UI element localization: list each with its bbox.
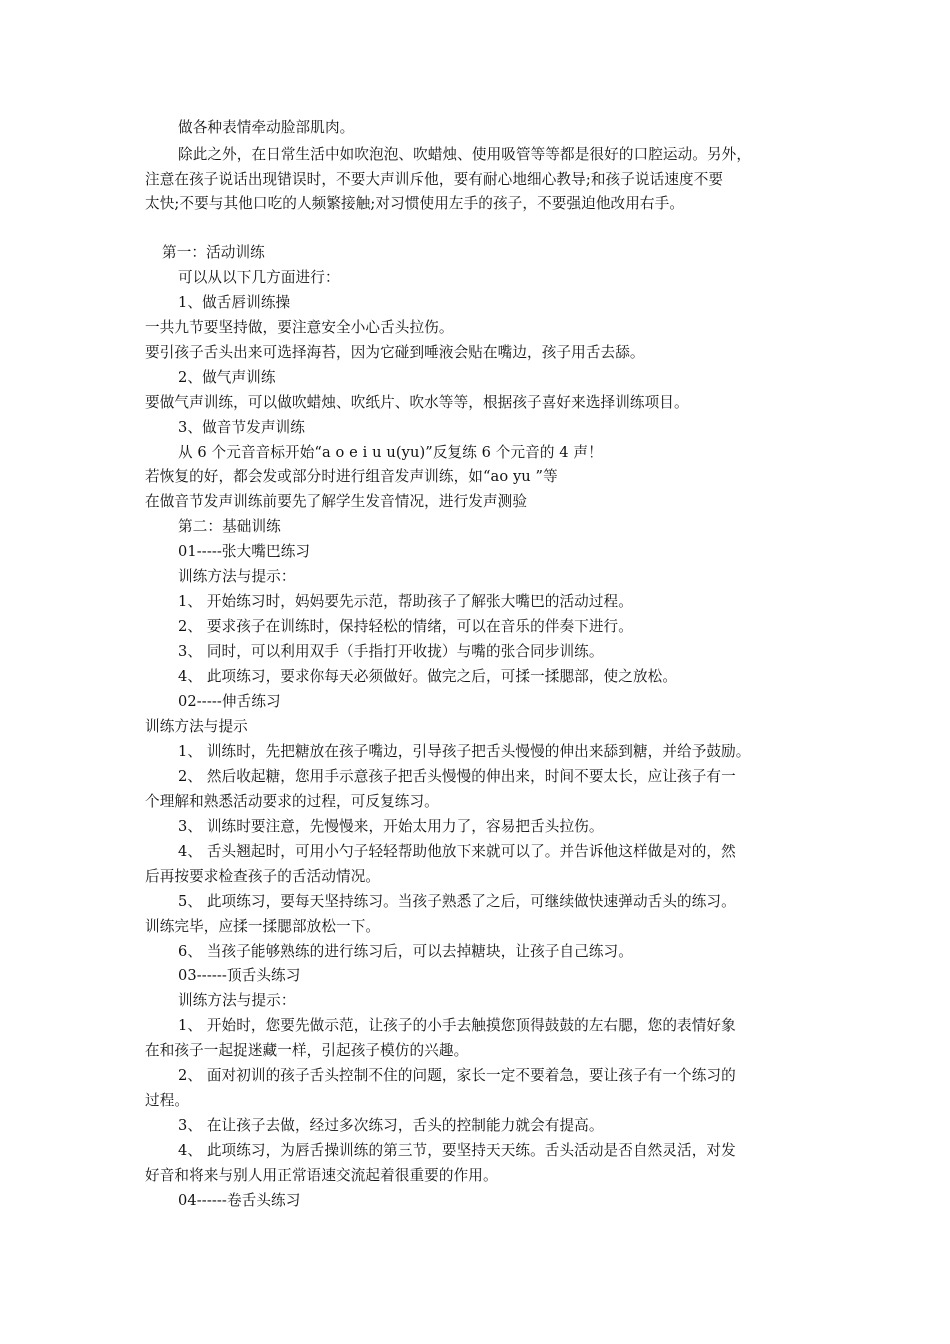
list-item: 3、 同时，可以利用双手（手指打开收拢）与嘴的张合同步训练。	[178, 643, 604, 660]
text-line: 个理解和熟悉活动要求的过程，可反复练习。	[145, 793, 439, 810]
text-line: 在做音节发声训练前要先了解学生发音情况，进行发声测验	[145, 493, 528, 510]
list-item: 1、 开始时，您要先做示范，让孩子的小手去触摸您顶得鼓鼓的左右腮，您的表情好象	[178, 1017, 736, 1034]
text-line: 做各种表情牵动脸部肌肉。	[178, 119, 355, 136]
list-item: 4、 此项练习，为唇舌操训练的第三节，要坚持天天练。舌头活动是否自然灵活，对发	[178, 1142, 736, 1159]
list-item: 4、 舌头翘起时，可用小勺子轻轻帮助他放下来就可以了。并告诉他这样做是对的，然	[178, 843, 736, 860]
list-item: 3、 在让孩子去做，经过多次练习，舌头的控制能力就会有提高。	[178, 1117, 604, 1134]
text-line: 要做气声训练，可以做吹蜡烛、吹纸片、吹水等等，根据孩子喜好来选择训练项目。	[145, 394, 689, 411]
list-item: 2、 然后收起糖，您用手示意孩子把舌头慢慢的伸出来，时间不要太长，应让孩子有一	[178, 768, 736, 785]
subheading: 01-----张大嘴巴练习	[178, 543, 311, 560]
subheading: 2、做气声训练	[178, 369, 276, 386]
subheading: 03------顶舌头练习	[178, 967, 301, 984]
subheading: 04------卷舌头练习	[178, 1192, 301, 1209]
list-item: 3、 训练时要注意，先慢慢来，开始太用力了，容易把舌头拉伤。	[178, 818, 604, 835]
subheading: 02-----伸舌练习	[178, 693, 281, 710]
text-line: 后再按要求检查孩子的舌活动情况。	[145, 868, 381, 885]
text-line: 注意在孩子说话出现错误时，不要大声训斥他，要有耐心地细心教导;和孩子说话速度不要	[145, 171, 724, 188]
text-line: 从 6 个元音音标开始“a o e i u u(yu)”反复练 6 个元音的 4 声！	[178, 444, 603, 461]
text-line: 除此之外，在日常生活中如吹泡泡、吹蜡烛、使用吸管等等都是很好的口腔运动。另外，	[178, 146, 752, 163]
section-heading: 第一：活动训练	[162, 244, 265, 261]
text-line: 训练方法与提示	[145, 718, 248, 735]
subheading: 1、做舌唇训练操	[178, 294, 291, 311]
list-item: 5、 此项练习，要每天坚持练习。当孩子熟悉了之后，可继续做快速弹动舌头的练习。	[178, 893, 736, 910]
text-line: 可以从以下几方面进行：	[178, 269, 340, 286]
list-item: 2、 面对初训的孩子舌头控制不住的问题，家长一定不要着急，要让孩子有一个练习的	[178, 1067, 736, 1084]
text-line: 过程。	[145, 1092, 190, 1109]
subheading: 3、做音节发声训练	[178, 419, 305, 436]
text-line: 若恢复的好，都会发或部分时进行组音发声训练，如“ao yu ”等	[145, 468, 558, 485]
list-item: 1、 训练时，先把糖放在孩子嘴边，引导孩子把舌头慢慢的伸出来舔到糖，并给予鼓励。	[178, 743, 751, 760]
list-item: 2、 要求孩子在训练时，保持轻松的情绪，可以在音乐的伴奏下进行。	[178, 618, 633, 635]
text-line: 训练方法与提示：	[178, 992, 296, 1009]
list-item: 6、 当孩子能够熟练的进行练习后，可以去掉糖块，让孩子自己练习。	[178, 943, 633, 960]
list-item: 4、 此项练习，要求你每天必须做好。做完之后，可揉一揉腮部，使之放松。	[178, 668, 678, 685]
text-line: 训练方法与提示：	[178, 568, 296, 585]
text-line: 要引孩子舌头出来可选择海苔，因为它碰到唾液会贴在嘴边，孩子用舌去舔。	[145, 344, 645, 361]
text-line: 训练完毕，应揉一揉腮部放松一下。	[145, 918, 381, 935]
list-item: 1、 开始练习时，妈妈要先示范，帮助孩子了解张大嘴巴的活动过程。	[178, 593, 633, 610]
text-line: 在和孩子一起捉迷藏一样，引起孩子模仿的兴趣。	[145, 1042, 469, 1059]
text-line: 好音和将来与别人用正常语速交流起着很重要的作用。	[145, 1167, 498, 1184]
section-heading: 第二：基础训练	[178, 518, 281, 535]
text-line: 太快;不要与其他口吃的人频繁接触;对习惯使用左手的孩子，不要强迫他改用右手。	[145, 195, 685, 212]
text-line: 一共九节要坚持做，要注意安全小心舌头拉伤。	[145, 319, 454, 336]
